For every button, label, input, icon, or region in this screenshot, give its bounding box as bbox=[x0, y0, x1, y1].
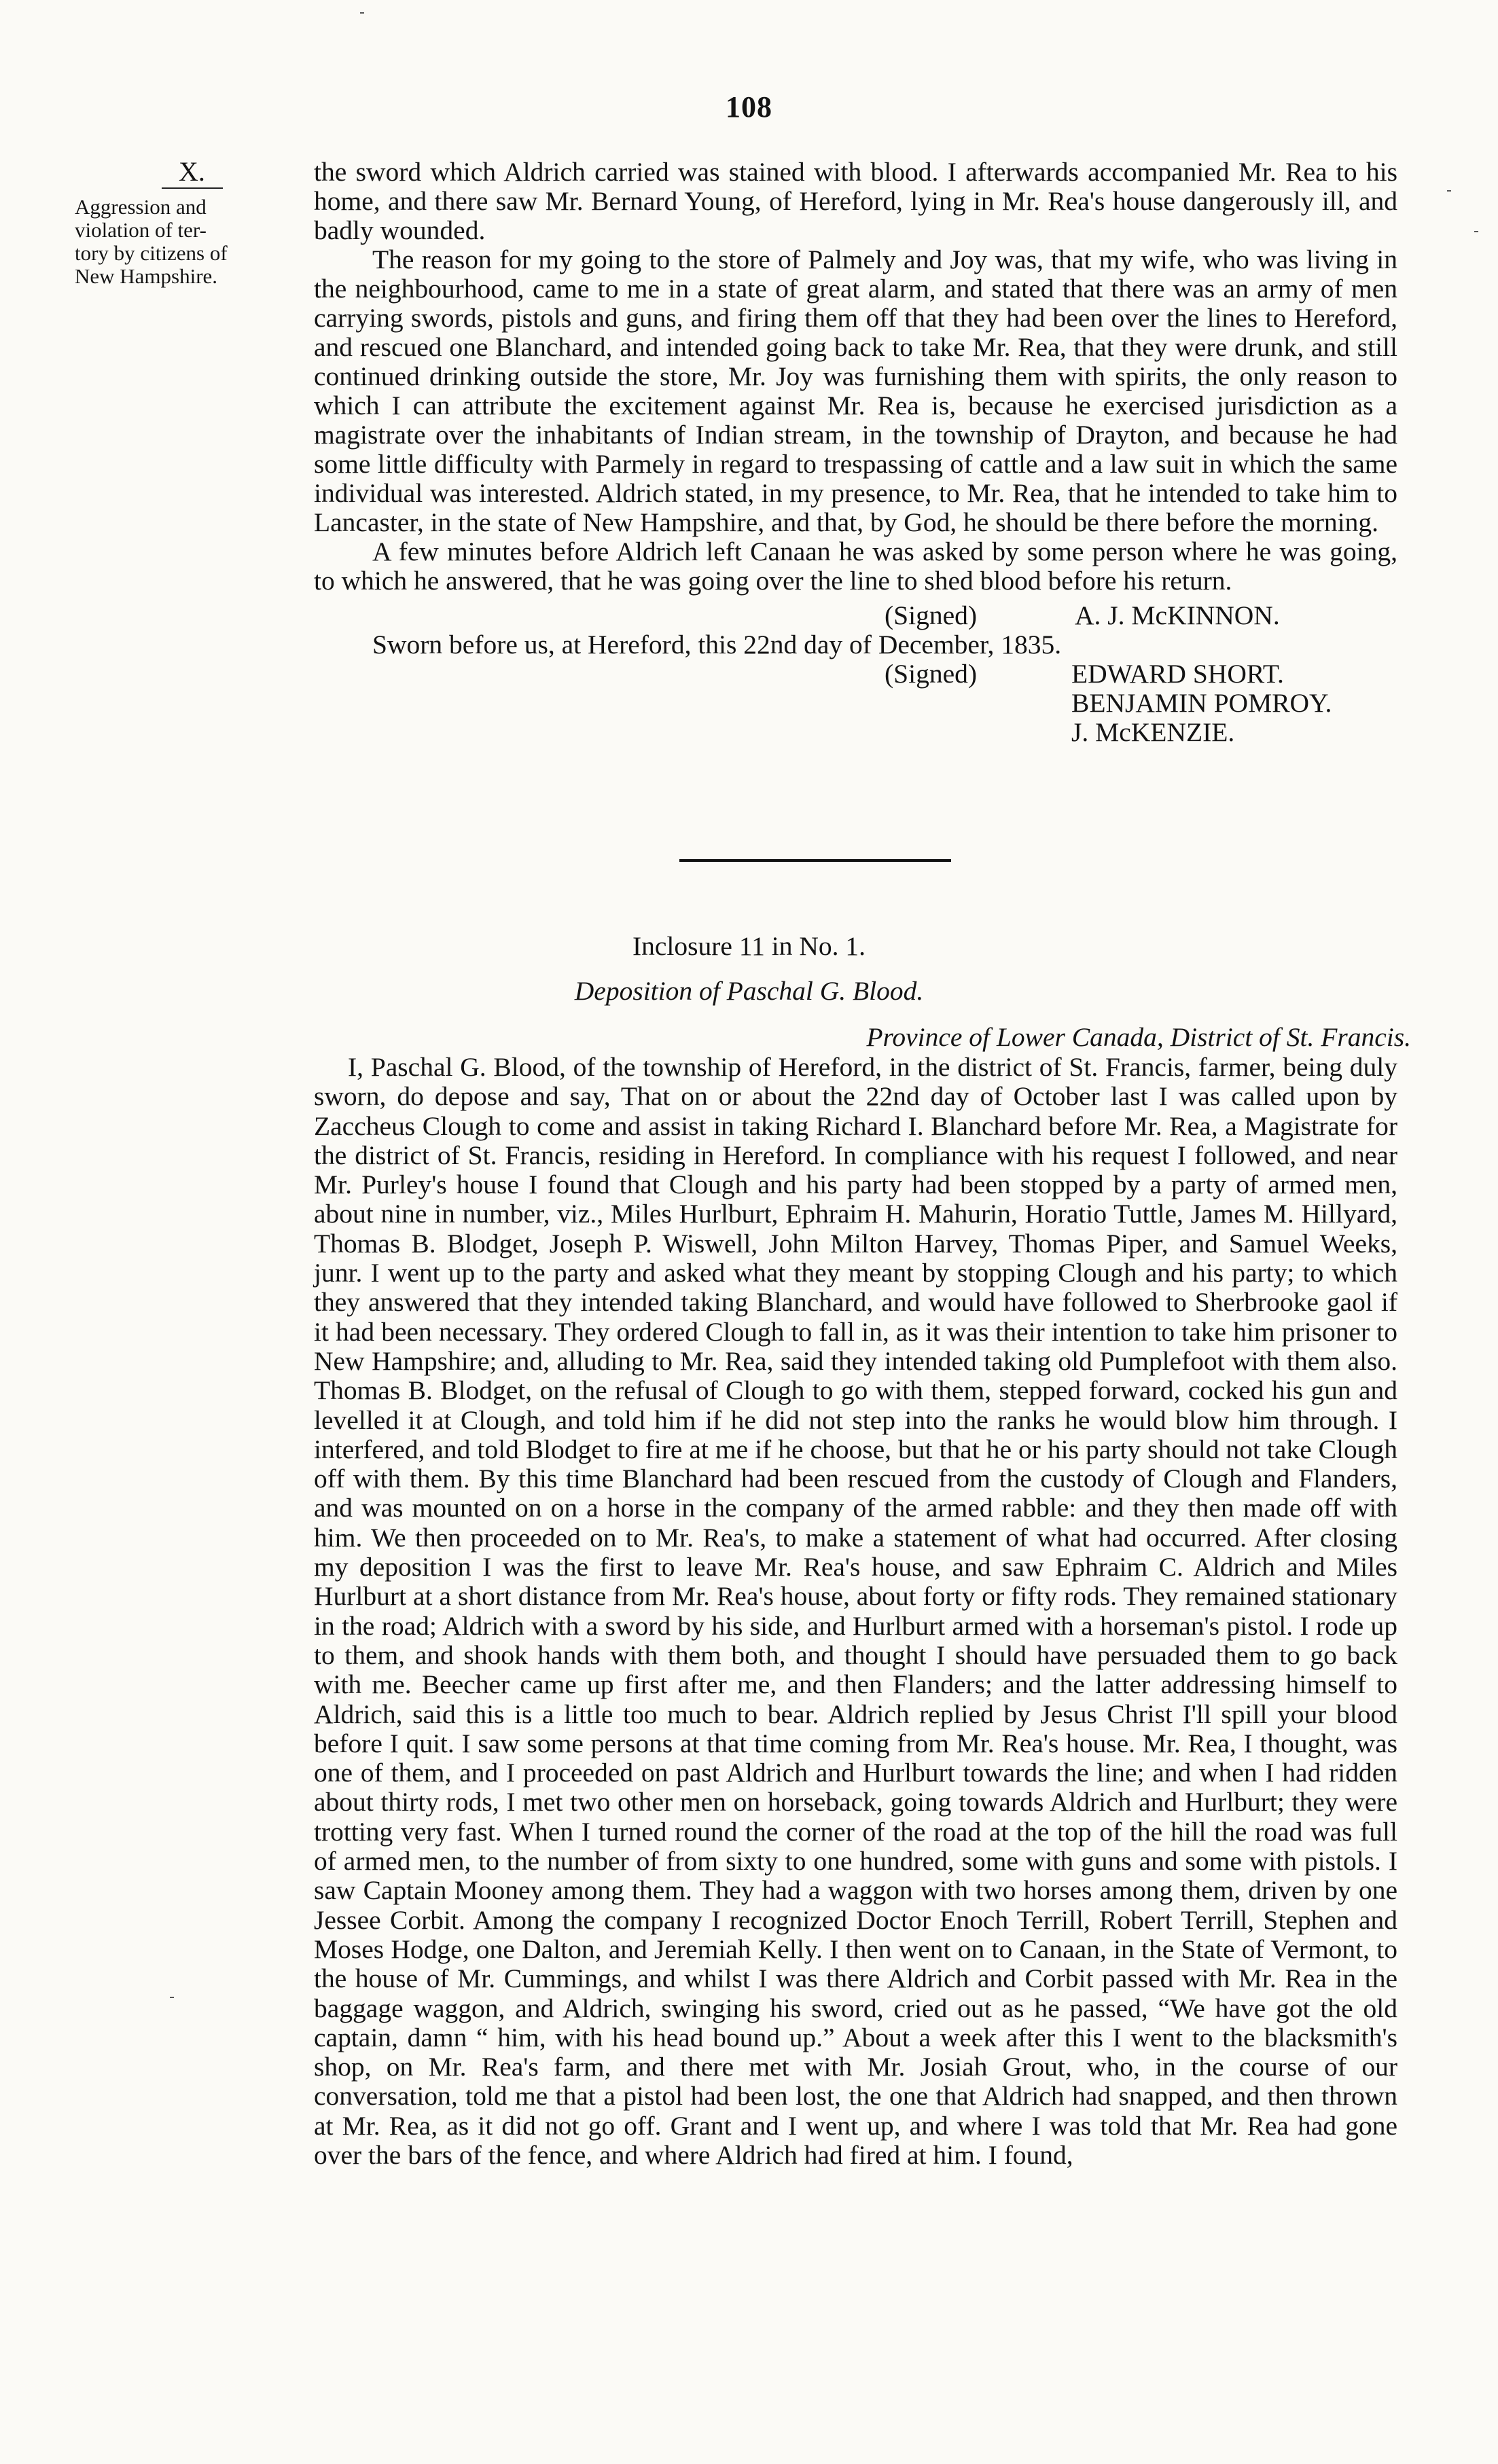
signed-label: (Signed) bbox=[885, 659, 978, 689]
paragraph: A few minutes before Aldrich left Canaan he was asked by some person where he was going, to which he answered, that he was going over the line to shed blood before his return. bbox=[314, 537, 1397, 596]
signature-line bbox=[314, 601, 1397, 630]
margin-note-line: tory by citizens of bbox=[75, 241, 228, 265]
witness-name: BENJAMIN POMROY. bbox=[1071, 688, 1332, 718]
province-line: Province of Lower Canada, District of St. Francis. bbox=[866, 1022, 1411, 1052]
paper-speck bbox=[170, 1997, 174, 1998]
page-number: 108 bbox=[726, 90, 772, 124]
deposition-continued bbox=[314, 158, 1397, 776]
paragraph: the sword which Aldrich carried was stained with blood. I afterwards accompanied Mr. Rea to his home, and there saw Mr. Bernard Young, of Hereford, lying in Mr. Rea's house dangerously ill, and badly wounded. bbox=[314, 157, 1397, 245]
paper-speck bbox=[1447, 190, 1451, 192]
margin-note-line: violation of ter- bbox=[75, 218, 207, 242]
section-divider bbox=[679, 859, 951, 862]
sworn-line: Sworn before us, at Hereford, this 22nd day of December, 1835. bbox=[372, 630, 1062, 659]
deposition-body bbox=[314, 1053, 1397, 2170]
signed-label: (Signed) bbox=[885, 600, 978, 630]
margin-note-line: Aggression and bbox=[75, 195, 207, 219]
margin-note bbox=[75, 156, 309, 288]
witness-name: J. McKENZIE. bbox=[1071, 717, 1235, 747]
paper-speck bbox=[360, 12, 364, 14]
signer-name: A. J. McKINNON. bbox=[1075, 600, 1280, 630]
witness-block bbox=[314, 659, 1397, 776]
section-number: X. bbox=[179, 156, 205, 187]
margin-dash bbox=[162, 187, 223, 189]
margin-note-line: New Hampshire. bbox=[75, 264, 218, 288]
paragraph: I, Paschal G. Blood, of the township of Hereford, in the district of St. Francis, farmer, being duly sworn, do depose and say, That on or about the 22nd day of October last I was called upon by Zaccheus Clough to come and assist in taking Richard I. Blanchard before Mr. Rea, a Magistrate for the district of St. Francis, residing in Hereford. In compliance with his request I followed, and near Mr. Purley's house I found that Clough and his party had been stopped by a party of armed men, about nine in number, viz., Miles Hurlburt, Ephraim H. Mahurin, Horatio Tuttle, James M. Hillyard, Thomas B. Blodget, Joseph P. Wiswell, John Milton Harvey, Thomas Piper, and Samuel Weeks, junr. I went up to the party and asked what they meant by stopping Clough and his party; to which they answered that they intended taking Blanchard, and would have followed to Sherbrooke gaol if it had been necessary. They ordered Clough to fall in, as it was their intention to take him prisoner to New Hampshire; and, alluding to Mr. Rea, said they intended taking old Pumplefoot with them also. Thomas B. Blodget, on the refusal of Clough to go with them, stepped forward, cocked his gun and levelled it at Clough, and told him if he did not step into the ranks he would blow him through. I interfered, and told Blodget to fire at me if he choose, but that he or his party should not take Clough off with them. By this time Blanchard had been rescued from the custody of Clough and Flanders, and was mounted on on a horse in the company of the armed rabble: and they then made off with him. We then proceeded on to Mr. Rea's, to make a statement of what had occurred. After closing my deposition I was the first to leave Mr. Rea's house, and saw Ephraim C. Aldrich and Miles Hurlburt at a short distance from Mr. Rea's house, about forty or fifty rods. They remained stationary in the road; Aldrich with a sword by his side, and Hurlburt armed with a horseman's pistol. I rode up to them, and shook hands with them both, and thought I should have persuaded them to go back with me. Beecher came up first after me, and then Flanders; and the latter addressing himself to Aldrich, said this is a little too much to bear. Aldrich replied by Jesus Christ I'll spill your blood before I quit. I saw some persons at that time coming from Mr. Rea's house. Mr. Rea, I thought, was one of them, and I proceeded on past Aldrich and Hurlburt towards the line; and when I had ridden about thirty rods, I met two other men on horseback, going towards Aldrich and Hurlburt; they were trotting very fast. When I turned round the corner of the road at the top of the hill the road was full of armed men, to the number of from sixty to one hundred, some with guns and some with pistols. I saw Captain Mooney among them. They had a waggon with two horses among them, driven by one Jessee Corbit. Among the company I recognized Doctor Enoch Terrill, Robert Terrill, Stephen and Moses Hodge, one Dalton, and Jeremiah Kelly. I then went on to Canaan, in the State of Vermont, to the house of Mr. Cummings, and whilst I was there Aldrich and Corbit passed with Mr. Rea in the baggage waggon, and Aldrich, swinging his sword, cried out as he passed, “We have got the old captain, damn “ him, with his head bound up.” About a week after this I went to the blacksmith's shop, on Mr. Rea's farm, and there met with Mr. Josiah Grout, who, in the course of our conversation, told me that a pistol had been lost, the one that Aldrich had snapped, and then thrown at Mr. Rea, as it did not go off. Grant and I went up, and where I was told that Mr. Rea had gone over the bars of the fence, and where Aldrich had fired at him. I found, bbox=[314, 1052, 1397, 2170]
paragraph: The reason for my going to the store of Palmely and Joy was, that my wife, who was living in the neighbourhood, came to me in a state of great alarm, and stated that there was an army of men carrying swords, pistols and guns, and firing them off that they had been over the lines to Hereford, and rescued one Blanchard, and intended going back to take Mr. Rea, that they were drunk, and still continued drinking outside the store, Mr. Joy was furnishing them with spirits, the only reason to which I can attribute the excitement against Mr. Rea is, because he exercised jurisdiction as a magistrate over the inhabitants of Indian stream, in the township of Drayton, and because he had some little difficulty with Parmely in regard to trespassing of cattle and a law suit in which the same individual was interested. Aldrich stated, in my presence, to Mr. Rea, that he intended to take him to Lancaster, in the state of New Hampshire, and that, by God, he should be there before the morning. bbox=[314, 244, 1397, 537]
paper-speck bbox=[1474, 231, 1478, 232]
inclosure-heading: Inclosure 11 in No. 1. bbox=[632, 931, 866, 961]
witness-name: EDWARD SHORT. bbox=[1071, 659, 1284, 689]
deposition-title: Deposition of Paschal G. Blood. bbox=[574, 976, 924, 1006]
